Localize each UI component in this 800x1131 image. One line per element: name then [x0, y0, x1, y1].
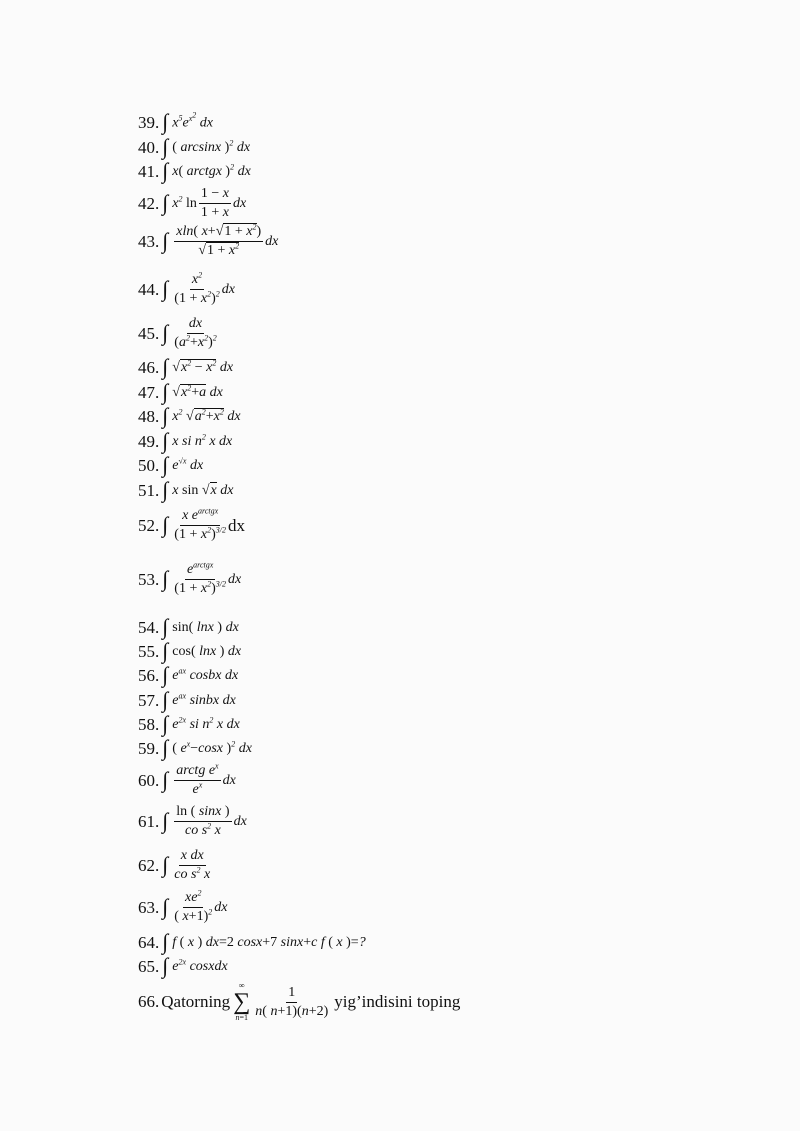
problem-56: [138, 662, 239, 687]
problem-66-prefix: Qatorning: [161, 992, 231, 1011]
problem-number: 39.: [138, 113, 160, 132]
problem-number: 65.: [138, 957, 160, 976]
integral-sign: ∫: [162, 893, 169, 919]
problem-59: [138, 735, 252, 760]
integral-sign: ∫: [162, 403, 169, 428]
problem-number: 64.: [138, 933, 160, 952]
integral-sign: ∫: [162, 687, 169, 712]
integral-sign: ∫: [162, 565, 169, 591]
problem-number: 48.: [138, 407, 160, 426]
problem-number: 51.: [138, 481, 160, 500]
integral-sign: ∫: [162, 379, 169, 404]
problem-number: 44.: [138, 279, 160, 299]
problem-51: [138, 477, 234, 502]
integrand: $e^{2x}$ cosxdx: [172, 957, 228, 974]
integrand: $√x^2+a$ dx: [172, 383, 223, 400]
integral-sign: ∫: [162, 452, 169, 477]
problem-47: [138, 379, 223, 404]
integral-sign: ∫: [162, 929, 169, 954]
problem-61: 61. ∫ $\frac{\ln ( \sin x )}{co s^2 x}$ dx: [138, 804, 247, 838]
problem-number: 57.: [138, 691, 160, 710]
integral-sign: ∫: [162, 428, 169, 453]
problem-41: [138, 158, 251, 183]
problem-48: [138, 403, 241, 428]
problem-number: 41.: [138, 162, 160, 181]
fraction: $\frac{1}{n( n+1)(n+2)}$: [255, 984, 329, 1019]
problem-49: [138, 428, 233, 453]
problem-number: 63.: [138, 897, 160, 917]
fraction: $\frac{xe^2}{( x+1)^2}$: [174, 888, 213, 924]
integrand: x si $n^2$ x dx: [172, 432, 233, 449]
problem-39: [138, 109, 213, 134]
integral-sign: ∫: [162, 109, 169, 134]
fraction: $\frac{\ln ( \sin x )}{co s^2 x}$: [176, 804, 230, 838]
problem-60: 60. ∫ $\frac{arctg e^x}{e^x}$ dx: [138, 761, 236, 797]
integral-sign: ∫: [162, 275, 169, 301]
problem-43: 43. ∫ $\frac{xln( x+√1 + x^2)}{√1 + x^2}$ dx: [138, 222, 279, 258]
fraction: $\frac{dx}{(a^2+x^2)^2}$: [174, 316, 217, 350]
problem-58: [138, 711, 240, 736]
problem-number: 66.: [138, 992, 160, 1011]
problem-number: 49.: [138, 432, 160, 451]
problem-52: 52. ∫ $\frac{x e^{arctgx}}{(1 + x^2)^{3/2}}$ dx: [138, 506, 245, 542]
problem-number: 59.: [138, 739, 160, 758]
problem-53: 53. ∫ $\frac{e^{arctgx}}{(1 + x^2)^{3/2}}$ dx: [138, 560, 242, 596]
integrand: $x^5e^{x^2}$ dx: [172, 109, 213, 131]
problem-number: 45.: [138, 323, 160, 343]
integrand: sin( lnx ) dx: [172, 620, 239, 635]
problem-66-suffix: yig’indisini toping: [334, 992, 461, 1011]
problem-number: 56.: [138, 666, 160, 685]
problem-number: 52.: [138, 515, 160, 535]
integral-sign: ∫: [162, 662, 169, 687]
integral-sign: ∫: [162, 807, 169, 833]
integral-sign: ∫: [162, 319, 169, 345]
integral-sign: ∫: [162, 134, 169, 159]
problem-42: 42. ∫ $x^2$ ln $\frac{1 - x}{1 + x}$ dx: [138, 186, 247, 220]
problem-number: 43.: [138, 231, 160, 251]
integral-sign: ∫: [162, 477, 169, 502]
problem-66: [138, 982, 460, 1022]
problem-number: 58.: [138, 715, 160, 734]
problem-57: [138, 687, 236, 712]
problem-40: [138, 134, 251, 159]
problem-64: [138, 929, 366, 954]
problem-number: 55.: [138, 642, 160, 661]
integral-sign: ∫: [162, 735, 169, 760]
fraction: $\frac{x e^{arctgx}}{(1 + x^2)^{3/2}}$: [174, 506, 226, 542]
integrand: cos( lnx ) dx: [172, 644, 242, 659]
problem-number: 40.: [138, 138, 160, 157]
problem-number: 60.: [138, 770, 160, 790]
integrand: $e^{2x}$ si $n^2$ x dx: [172, 715, 240, 732]
integrand: ( $e^x-\cos x$ )$^2$ dx: [172, 739, 252, 756]
problem-62: [138, 848, 212, 883]
integrand: $√x^2 - x^2$ dx: [172, 358, 234, 375]
integrand: f ( x ) dx=2 cosx+7 sinx+c f ( x )=?: [172, 935, 366, 950]
integrand: x sin √x dx: [172, 483, 234, 498]
problem-46: [138, 354, 234, 379]
integral-sign: ∫: [162, 711, 169, 736]
problem-45: [138, 316, 219, 351]
problem-50: [138, 452, 204, 477]
integrand: $x^2$ ln: [172, 193, 197, 211]
integral-sign: ∫: [162, 766, 169, 792]
integrand: $e^{ax}$ sinbx dx: [172, 691, 236, 708]
fraction: $\frac{arctg e^x}{e^x}$: [176, 761, 219, 797]
problem-number: 61.: [138, 811, 160, 831]
problem-number: 50.: [138, 456, 160, 475]
fraction: $\frac{x^2}{(1 + x^2)^2}$: [174, 270, 220, 306]
integrand: $e^{ax}$ cosbx dx: [172, 666, 239, 683]
problem-number: 47.: [138, 383, 160, 402]
problem-number: 46.: [138, 358, 160, 377]
integrand: ( arcsinx )$^2$ dx: [172, 138, 251, 155]
fraction: $\frac{\text{x dx}}{co s^2 x}$: [174, 848, 211, 882]
problem-54: [138, 614, 239, 639]
problem-number: 42.: [138, 193, 160, 213]
integral-sign: ∫: [162, 851, 169, 877]
integral-sign: ∫: [162, 953, 169, 978]
problem-number: 54.: [138, 618, 160, 637]
problem-number: 53.: [138, 569, 160, 589]
fraction: $\frac{e^{arctgx}}{(1 + x^2)^{3/2}}$: [174, 560, 226, 596]
summation-sign: ∞ ∑ n=1: [233, 981, 251, 1022]
integral-sign: ∫: [162, 614, 169, 639]
problem-55: [138, 638, 242, 663]
problem-number: 62.: [138, 855, 160, 875]
integrand: $e^{√x}$ dx: [172, 456, 204, 473]
integral-sign: ∫: [162, 638, 169, 663]
integrand: $x^2$ $√a^2+x^2$ dx: [172, 407, 241, 424]
problem-65: [138, 953, 228, 978]
integral-sign: ∫: [162, 189, 169, 215]
problem-63: 63. ∫ $\frac{xe^2}{( x+1)^2}$ dx: [138, 888, 228, 924]
integrand: x( arctgx )$^2$ dx: [172, 162, 251, 179]
integral-sign: ∫: [162, 511, 169, 537]
fraction: $\frac{1 - x}{1 + x}$: [200, 186, 230, 220]
integral-sign: ∫: [162, 354, 169, 379]
problem-44: 44. ∫ $\frac{x^2}{(1 + x^2)^2}$ dx: [138, 270, 235, 306]
integral-sign: ∫: [162, 158, 169, 183]
integral-sign: ∫: [162, 227, 169, 253]
fraction: $\frac{xln( x+√1 + x^2)}{√1 + x^2}$: [176, 222, 262, 258]
